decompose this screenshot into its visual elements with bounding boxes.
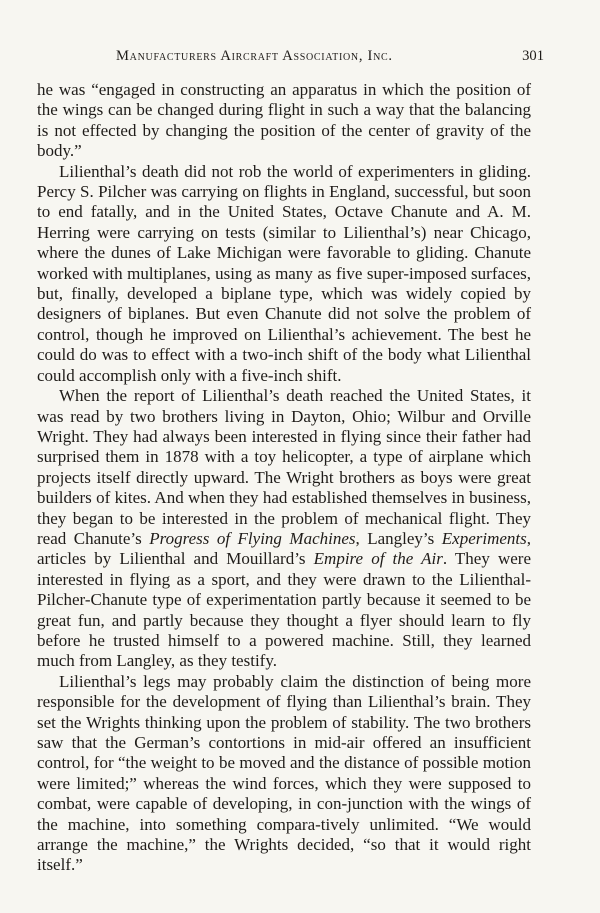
book-title-italic: Progress of Flying Machines [149, 528, 356, 548]
paragraph-stability [37, 672, 531, 876]
text-segment: Lilienthal’s legs may probably claim the distinction of being more responsible for the development of flying than Lilienthal’s brain. They set the Wrights thinking upon the problem of stability. The two brothers saw that the German’s contortions in mid-air offered an insufficient control, for “the weight to be moved and the distance of possible motion were limited;” whereas the wind forces, which they were supposed to combat, were capable of developing, in con-junction with the wings of the machine, into something compara-tively unlimited. “We would arrange the machine,” the Wrights decided, “so that it would right itself.” [37, 671, 531, 875]
text-segment: , Langley’s [355, 528, 442, 548]
text-segment: Lilienthal’s death did not rob the world of experimenters in gliding. Percy S. Pilcher was carrying on flights in England, successful, but soon to end fatally, and in the United States, Octave Chanute and A. M. Herring were carrying on tests (similar to Lilienthal’s) near Chicago, where the dunes of Lake Michigan were favorable to gliding. Chanute worked with multiplanes, using as many as five super-imposed surfaces, but, finally, developed a biplane type, which was widely copied by designers of biplanes. But even Chanute did not solve the problem of control, though he improved on Lilienthal’s achievement. The best he could do was to effect with a two-inch shift of the body what Lilienthal could accomplish only with a five-inch shift. [37, 161, 531, 385]
text-segment: , articles by Lilienthal and Mouillard’s [37, 528, 531, 569]
paragraph-wright-brothers [37, 386, 531, 672]
book-title-italic: Experiments [441, 528, 527, 548]
page-number: 301 [522, 48, 544, 64]
book-title-italic: Empire of the Air [313, 549, 443, 569]
text-segment: When the report of Lilienthal’s death reached the United States, it was read by two brothers living in Dayton, Ohio; Wilbur and Orville Wright. They had always been interested in flying since their father had surprised them in 1878 with a toy helicopter, a type of airplane which projects itself directly upward. The Wright brothers as boys were great builders of kites. And when they had established themselves in business, they began to be interested in the problem of mechanical flight. They read Chanute’s [37, 386, 531, 548]
running-title: Manufacturers Aircraft Association, Inc. [116, 48, 393, 64]
paragraph-gliding-experimenters [37, 162, 531, 386]
text-segment: he was “engaged in constructing an apparatus in which the position of the wings can be changed during flight in such a way that the balancing is not effected by changing the position of the center of gravity of the body.” [37, 80, 531, 161]
text-segment: . They were interested in flying as a sport, and they were drawn to the Lilienthal-Pilcher-Chanute type of experimentation partly because it seemed to be great fun, and partly because they thought a flyer should learn to fly before he trusted himself to a powered machine. Still, they learned much from Langley, as they testify. [37, 549, 531, 671]
running-head [72, 40, 544, 66]
paragraph-continued [37, 80, 531, 162]
body-text [37, 80, 531, 876]
